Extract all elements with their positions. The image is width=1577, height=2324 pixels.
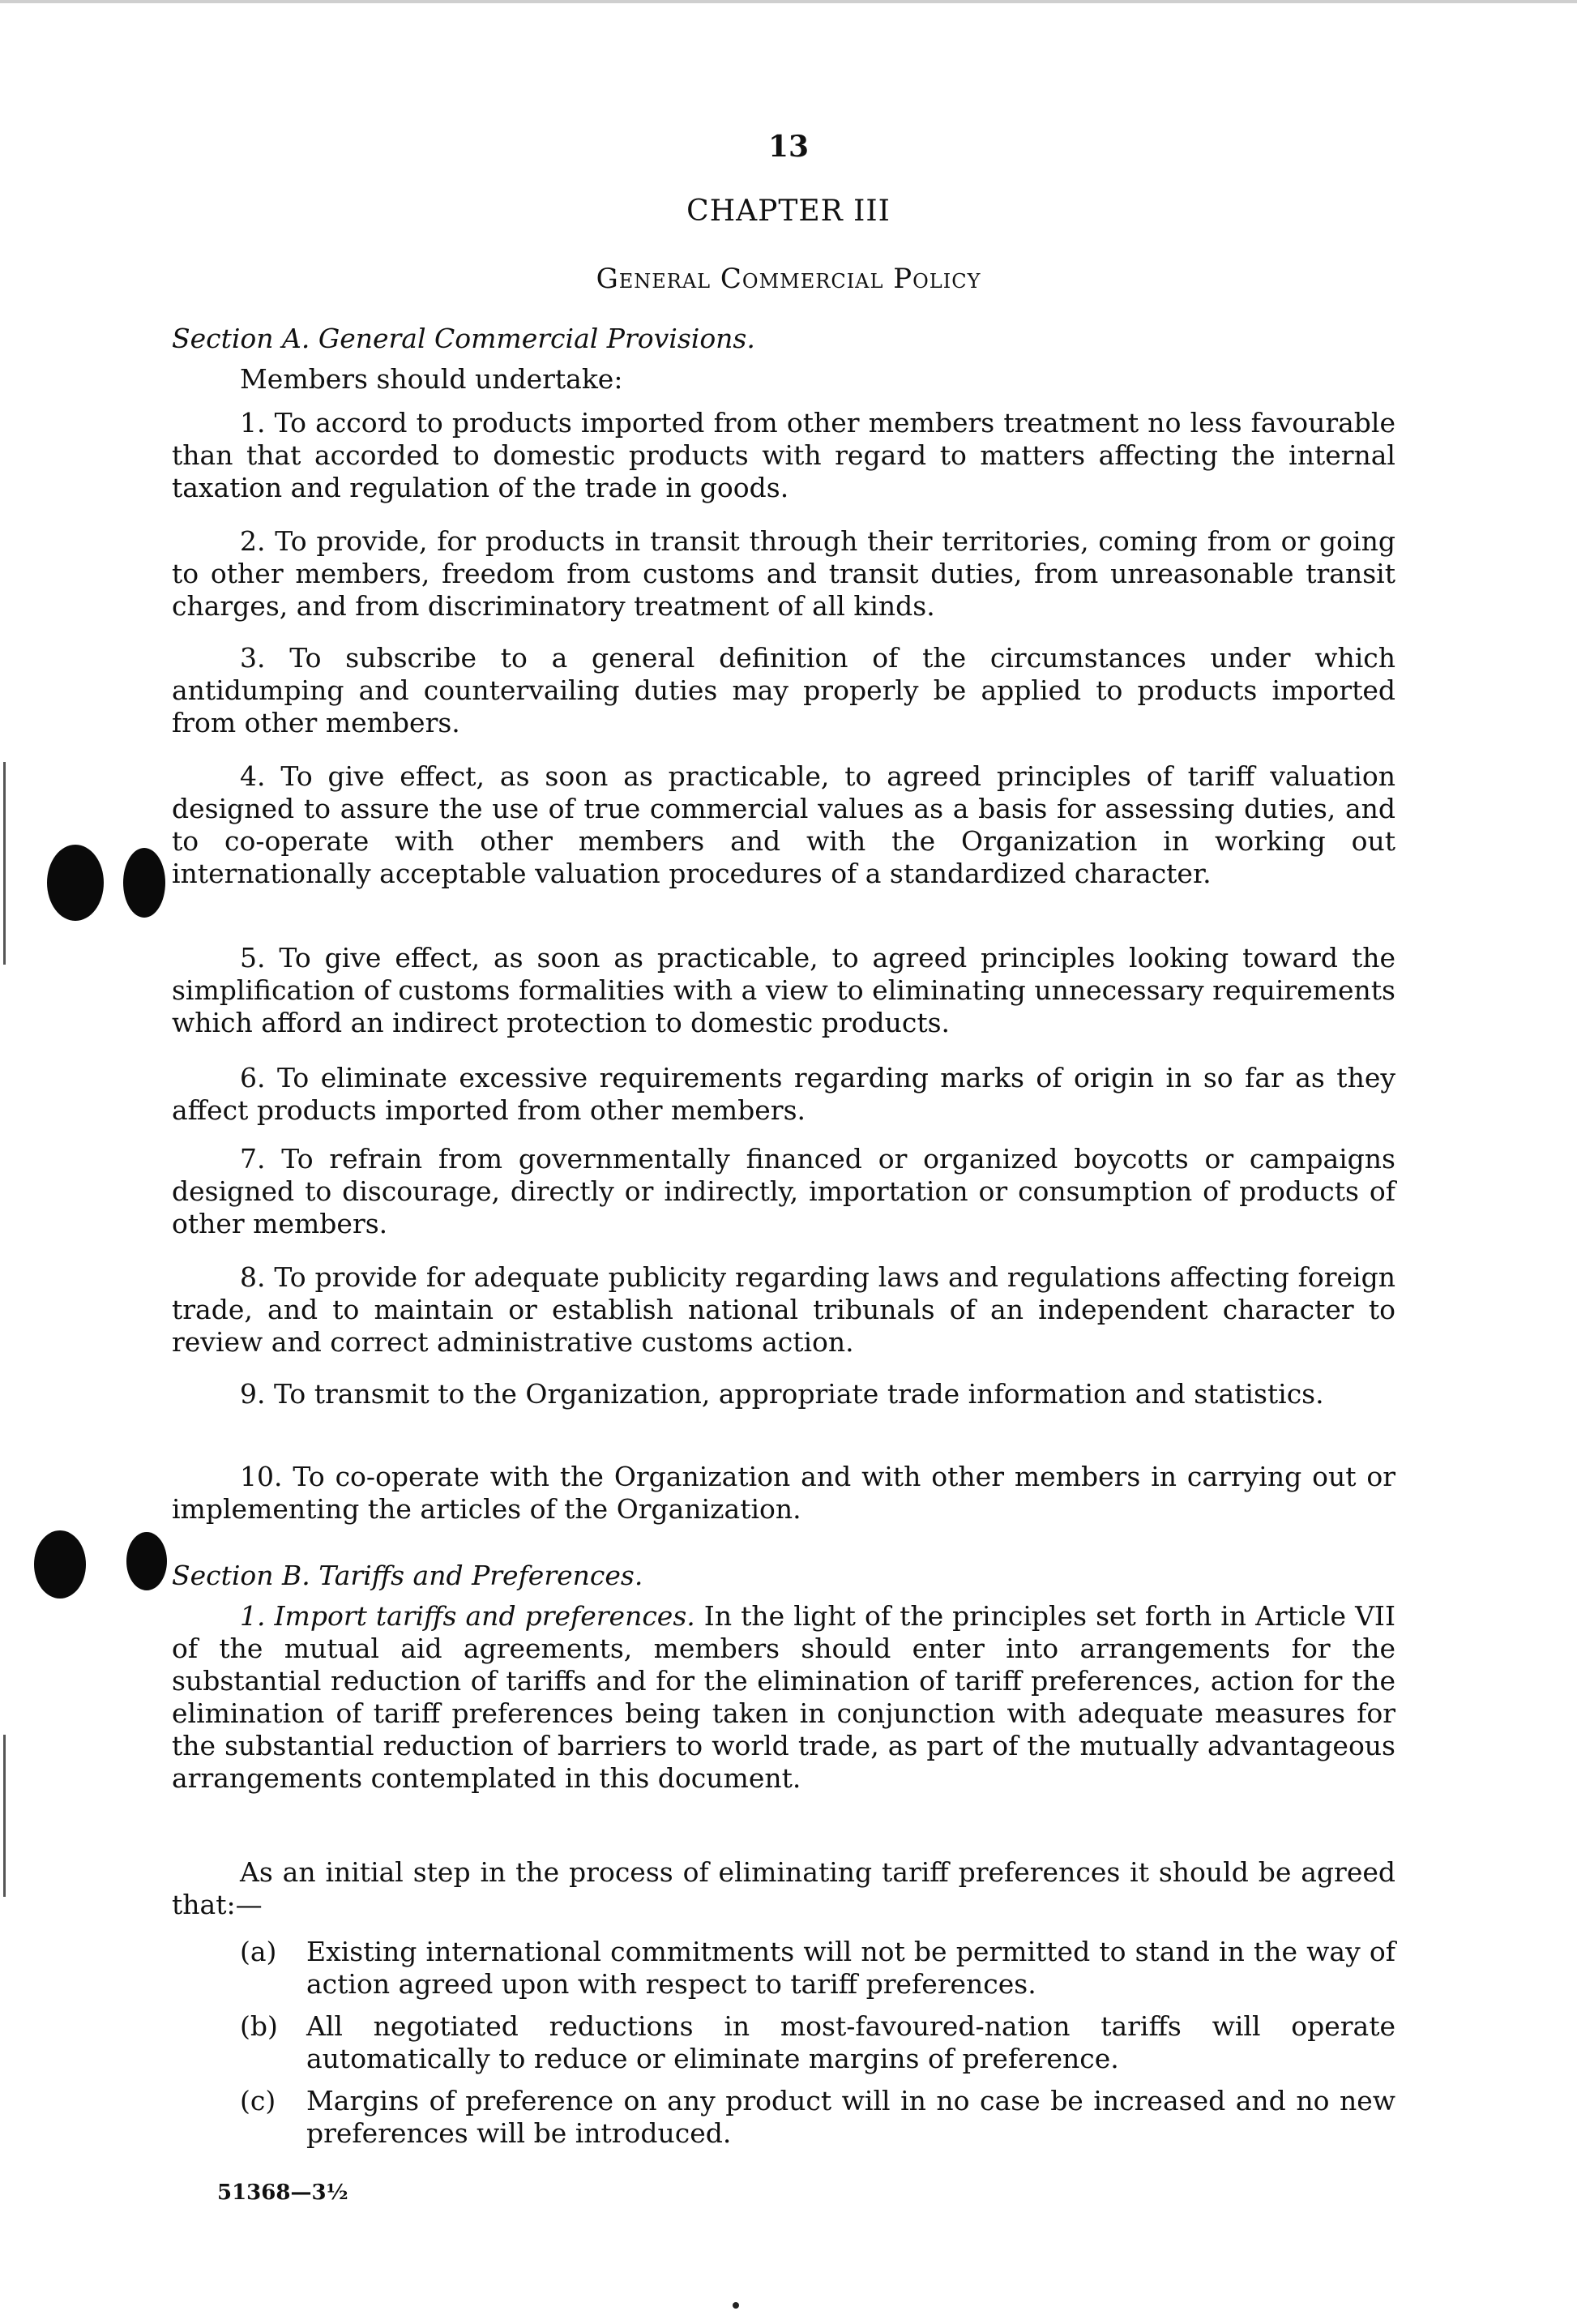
section-b-paragraph-2: As an initial step in the process of eliminating tariff preferences it should be agreed that:— [172, 1856, 1395, 1920]
section-b-paragraph-1-lead: 1. Import tariffs and preferences. [240, 1600, 695, 1632]
section-a-item-9: 9. To transmit to the Organization, appropriate trade information and statistics. [240, 1378, 1324, 1410]
footer-print-code: 51368—3½ [217, 2181, 348, 2205]
page-number: 13 [767, 130, 810, 164]
scan-speck [733, 2302, 739, 2309]
section-a-item-5: 5. To give effect, as soon as practicable, to agreed principles looking toward the simplification of customs formalities with a view to eliminating unnecessary requirements which afford an indirect protection to domestic products. [172, 942, 1395, 1038]
section-a-item-10: 10. To co-operate with the Organization and with other members in carrying out or implementing the articles of the Organization. [172, 1461, 1395, 1525]
top-edge-rule [0, 0, 1577, 3]
section-a-item-7: 7. To refrain from governmentally financed or organized boycotts or campaigns designed to discourage, directly or indirectly, importation or consumption of products of other members. [172, 1143, 1395, 1239]
preference-list-item-b [172, 2010, 1395, 2075]
preference-list-item-a [172, 1936, 1395, 2001]
section-a-item-1: 1. To accord to products imported from other members treatment no less favourable than that accorded to domestic products with regard to matters affecting the internal taxation and regulation of the trade in goods. [172, 407, 1395, 503]
section-b-paragraph-1 [172, 1600, 1395, 1795]
chapter-title: CHAPTER III [686, 195, 891, 228]
chapter-subtitle: General Commercial Policy [596, 263, 981, 295]
section-b-heading: Section B. Tariffs and Preferences. [172, 1560, 643, 1591]
scan-edge-mark-upper [3, 762, 6, 965]
section-a-item-6: 6. To eliminate excessive requirements regarding marks of origin in so far as they affect products imported from other members. [172, 1062, 1395, 1126]
binder-hole-top-right [123, 848, 165, 918]
section-a-item-2: 2. To provide, for products in transit through their territories, coming from or going to other members, freedom from customs and transit duties, from unreasonable transit charges, and from discriminatory treatment of all kinds. [172, 525, 1395, 622]
list-marker-a: (a) [240, 1936, 277, 1967]
section-a-item-8: 8. To provide for adequate publicity regarding laws and regulations affecting foreign trade, and to maintain or establish national tribunals of an independent character to review and correct administrative customs action. [172, 1261, 1395, 1358]
binder-hole-bottom-right [126, 1532, 167, 1590]
list-text-b: All negotiated reductions in most-favoured-nation tariffs will operate automatically to reduce or eliminate margins of preference. [306, 2010, 1395, 2074]
list-marker-b: (b) [240, 2010, 278, 2042]
preference-list-item-c [172, 2085, 1395, 2150]
binder-hole-top-left [47, 845, 104, 921]
list-text-a: Existing international commitments will not be permitted to stand in the way of action agreed upon with respect to tariff preferences. [306, 1936, 1395, 2000]
scan-edge-mark-lower [3, 1735, 6, 1897]
binder-hole-bottom-left [34, 1530, 86, 1599]
section-b-paragraph-1-body: In the light of the principles set forth in Article VII of the mutual aid agreements, members should enter into arrangements for the substantial reduction of tariffs and for the elimination of tariff preferences, action for the elimination of tariff preferences being taken in conjunction with adequate measures for the substantial reduction of barriers to world trade, as part of the mutually advantageous arrangements contemplated in this document. [172, 1600, 1395, 1794]
list-text-c: Margins of preference on any product will in no case be increased and no new preferences will be introduced. [306, 2085, 1395, 2149]
list-marker-c: (c) [240, 2085, 276, 2116]
section-a-intro: Members should undertake: [240, 363, 623, 395]
section-a-heading: Section A. General Commercial Provisions. [172, 323, 755, 354]
section-a-item-3: 3. To subscribe to a general definition of the circumstances under which antidumping and countervailing duties may properly be applied to products imported from other members. [172, 642, 1395, 738]
section-a-item-4: 4. To give effect, as soon as practicable, to agreed principles of tariff valuation designed to assure the use of true commercial values as a basis for assessing duties, and to co-operate with other members and with the Organization in working out internationally acceptable valuation procedures of a standardized character. [172, 760, 1395, 889]
